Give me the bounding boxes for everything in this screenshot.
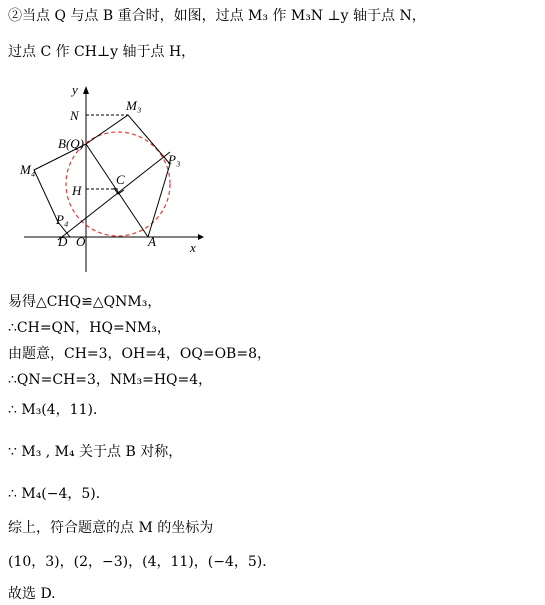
label-M3: M₃ xyxy=(126,98,142,113)
label-H: H xyxy=(72,183,82,198)
text-line-8: ∵ M₃ , M₄ 关于点 B 对称， xyxy=(8,444,183,460)
text-line-12: 故选 D. xyxy=(8,586,56,602)
text-line-5: 由题意，CH=3，OH=4，OQ=OB=8， xyxy=(8,346,271,362)
text-line-3: 易得△CHQ≌△QNM₃， xyxy=(8,294,162,310)
label-P3: P₃ xyxy=(168,152,181,167)
x-axis-arrow xyxy=(198,234,204,240)
label-P4: P₄ xyxy=(56,212,69,227)
text-line-9: ∴ M₄(−4，5)． xyxy=(8,486,110,502)
text-line-4: ∴CH=QN，HQ=NM₃， xyxy=(8,320,171,336)
label-y: y xyxy=(72,82,78,97)
label-D: D xyxy=(58,234,68,249)
label-x: x xyxy=(190,240,196,255)
label-O: O xyxy=(76,234,86,249)
text-line-11: (10，3)，(2，−3)，(4，11)，(−4，5)． xyxy=(8,554,277,570)
text-line-2: 过点 C 作 CH⊥y 轴于点 H， xyxy=(8,44,196,60)
label-C: C xyxy=(116,172,125,187)
line-B-A xyxy=(86,144,148,237)
y-axis-arrow xyxy=(83,86,89,94)
text-line-1: ②当点 Q 与点 B 重合时，如图，过点 M₃ 作 M₃N ⊥y 轴于点 N， xyxy=(8,8,426,24)
label-M4: M₄ xyxy=(20,162,36,177)
text-line-6: ∴QN=CH=3，NM₃=HQ=4， xyxy=(8,372,213,388)
geometry-diagram xyxy=(18,80,208,280)
label-N: N xyxy=(70,108,79,123)
label-BQ: B(Q) xyxy=(58,136,84,151)
text-line-10: 综上，符合题意的点 M 的坐标为 xyxy=(8,520,214,536)
label-A: A xyxy=(148,234,156,249)
text-line-7: ∴ M₃(4，11)． xyxy=(8,402,107,418)
